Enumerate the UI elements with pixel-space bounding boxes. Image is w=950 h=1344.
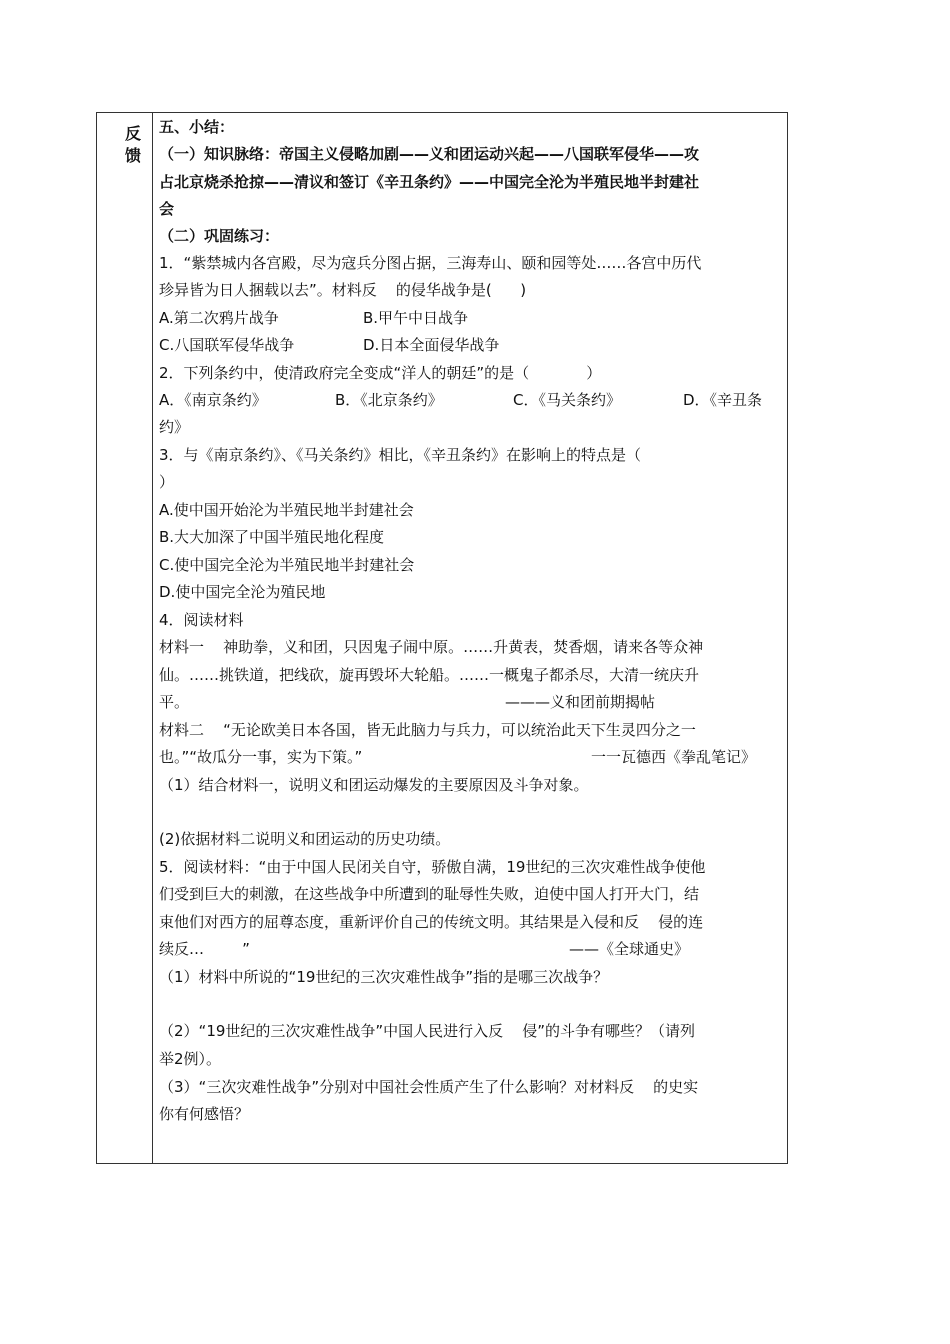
outline-line-2: 占北京烧杀抢掠——清议和签订《辛丑条约》——中国完全沦为半殖民地半封建社 <box>159 173 700 191</box>
q3-stem-2: ） <box>159 473 175 491</box>
q2-option-d: D．《辛丑条 <box>683 391 763 409</box>
q5-stem-2: 们受到巨大的刺激，在这些战争中所遭到的耻辱性失败，迫使中国人打开大门，结 <box>159 885 700 903</box>
q5-sub-question-2-cont: 举2例）。 <box>159 1050 222 1068</box>
q1-stem-2: 珍异皆为日人捆载以去”。材料反 的侵华战争是( ) <box>159 281 527 299</box>
q3-stem-1: 3．与《南京条约》、《马关条约》相比，《辛丑条约》在影响上的特点是（ <box>159 446 642 464</box>
q4-stem: 4．阅读材料 <box>159 611 244 629</box>
q3-option-d: D.使中国完全沦为殖民地 <box>159 583 326 601</box>
section-label: 反 馈 <box>125 124 142 165</box>
q4-material-1-line-2: 仙。……挑铁道，把线砍，旋再毁坏大轮船。……一概鬼子都杀尽，大清一统庆升 <box>159 666 700 684</box>
q3-option-a: A.使中国开始沦为半殖民地半封建社会 <box>159 501 414 519</box>
q3-option-b: B.大大加深了中国半殖民地化程度 <box>159 528 385 546</box>
q4-sub-question-1: （1）结合材料一，说明义和团运动爆发的主要原因及斗争对象。 <box>159 776 589 794</box>
q4-material-2-line-2: 也。”“故瓜分一事，实为下策。” <box>159 748 363 766</box>
practice-heading: （二）巩固练习： <box>159 227 280 245</box>
q5-sub-question-3-cont: 你有何感悟？ <box>159 1105 250 1123</box>
q2-option-a: A．《南京条约》 <box>159 391 267 409</box>
summary-heading: 五、小结： <box>159 118 235 136</box>
q4-material-1-source: ———义和团前期揭帖 <box>505 693 656 711</box>
q3-option-c: C.使中国完全沦为半殖民地半封建社会 <box>159 556 415 574</box>
outline-line-1: （一）知识脉络：帝国主义侵略加剧——义和团运动兴起——八国联军侵华——攻 <box>159 145 700 163</box>
q1-option-a: A.第二次鸦片战争 <box>159 309 279 327</box>
q5-sub-question-2: （2）“19世纪的三次灾难性战争”中国人民进行入反 侵”的斗争有哪些？（请列 <box>159 1022 696 1040</box>
q5-stem-4: 续反… ” <box>159 940 250 958</box>
q1-option-c: C.八国联军侵华战争 <box>159 336 295 354</box>
section-label-cell <box>97 113 153 1163</box>
q2-option-c: C．《马关条约》 <box>513 391 621 409</box>
q5-sub-question-3: （3）“三次灾难性战争”分别对中国社会性质产生了什么影响？对材料反 的史实 <box>159 1078 699 1096</box>
q5-stem-3: 束他们对西方的屈尊态度，重新评价自己的传统文明。其结果是入侵和反 侵的连 <box>159 913 704 931</box>
q4-material-2-source: 一一瓦德西《拳乱笔记》 <box>591 748 757 766</box>
q1-stem-1: 1．“紫禁城内各宫殿，尽为寇兵分图占据，三海寿山、颐和园等处……各宫中历代 <box>159 254 702 272</box>
q4-sub-question-2: (2)依据材料二说明义和团运动的历史功绩。 <box>159 830 451 848</box>
q2-option-d-cont: 约》 <box>159 418 190 436</box>
q5-sub-question-1: （1）材料中所说的“19世纪的三次灾难性战争”指的是哪三次战争？ <box>159 968 609 986</box>
q1-option-d: D.日本全面侵华战争 <box>363 336 500 354</box>
q4-material-1-line-3: 平。 <box>159 693 190 711</box>
q4-material-1-line-1: 材料一 神助拳，义和团，只因鬼子闹中原。……升黄表，焚香烟，请来各等众神 <box>159 638 704 656</box>
outline-line-3: 会 <box>159 200 175 218</box>
q5-stem-1: 5．阅读材料：“由于中国人民闭关自守，骄傲自满，19世纪的三次灾难性战争使他 <box>159 858 706 876</box>
q5-source: ——《全球通史》 <box>569 940 690 958</box>
q4-material-2-line-1: 材料二 “无论欧美日本各国，皆无此脑力与兵力，可以统治此天下生灵四分之一 <box>159 721 696 739</box>
q1-option-b: B.甲午中日战争 <box>363 309 469 327</box>
q2-option-b: B．《北京条约》 <box>335 391 443 409</box>
q2-stem: 2．下列条约中，使清政府完全变成“洋人的朝廷”的是（ ） <box>159 364 602 382</box>
worksheet-table <box>96 112 788 1164</box>
